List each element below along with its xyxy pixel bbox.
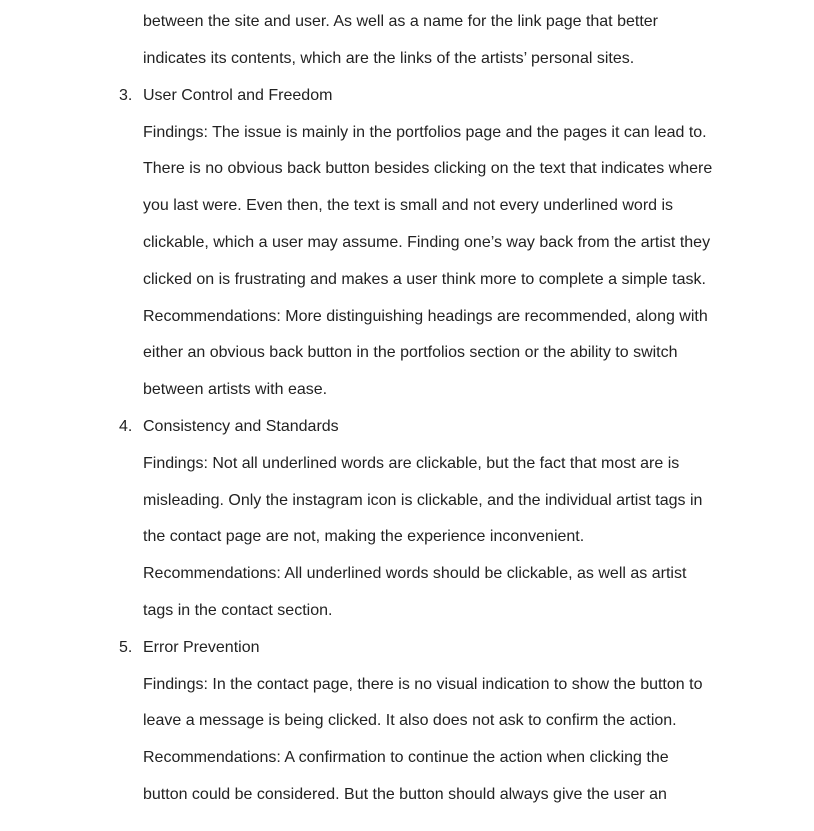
list-number: 5. bbox=[119, 639, 133, 656]
paragraph-line: Recommendations: All underlined words should be clickable, as well as artist bbox=[143, 565, 687, 582]
paragraph-line: leave a message is being clicked. It also does not ask to confirm the action. bbox=[143, 712, 677, 729]
paragraph-line: button could be considered. But the button should always give the user an bbox=[143, 786, 667, 803]
paragraph-line: There is no obvious back button besides clicking on the text that indicates where bbox=[143, 160, 713, 177]
paragraph-line: Recommendations: More distinguishing headings are recommended, along with bbox=[143, 308, 708, 325]
list-number: 4. bbox=[119, 418, 133, 435]
paragraph-line: Recommendations: A confirmation to continue the action when clicking the bbox=[143, 749, 669, 766]
paragraph-line: Findings: In the contact page, there is no visual indication to show the button to bbox=[143, 676, 703, 693]
paragraph-line: between the site and user. As well as a name for the link page that better bbox=[143, 13, 658, 30]
paragraph-line: Findings: The issue is mainly in the portfolios page and the pages it can lead to. bbox=[143, 124, 707, 141]
paragraph-line: you last were. Even then, the text is small and not every underlined word is bbox=[143, 197, 674, 214]
section-heading: User Control and Freedom bbox=[143, 87, 333, 104]
paragraph-line: clicked on is frustrating and makes a user think more to complete a simple task. bbox=[143, 271, 706, 288]
paragraph-line: misleading. Only the instagram icon is clickable, and the individual artist tags in bbox=[143, 492, 703, 509]
paragraph-line: the contact page are not, making the experience inconvenient. bbox=[143, 528, 585, 545]
paragraph-line: either an obvious back button in the portfolios section or the ability to switch bbox=[143, 344, 678, 361]
list-number: 3. bbox=[119, 87, 133, 104]
paragraph-line: between artists with ease. bbox=[143, 381, 328, 398]
paragraph-line: Findings: Not all underlined words are clickable, but the fact that most are is bbox=[143, 455, 680, 472]
paragraph-line: clickable, which a user may assume. Finding one’s way back from the artist they bbox=[143, 234, 711, 251]
paragraph-line: tags in the contact section. bbox=[143, 602, 333, 619]
section-heading: Consistency and Standards bbox=[143, 418, 339, 435]
section-heading: Error Prevention bbox=[143, 639, 260, 656]
paragraph-line: indicates its contents, which are the links of the artists’ personal sites. bbox=[143, 50, 635, 67]
